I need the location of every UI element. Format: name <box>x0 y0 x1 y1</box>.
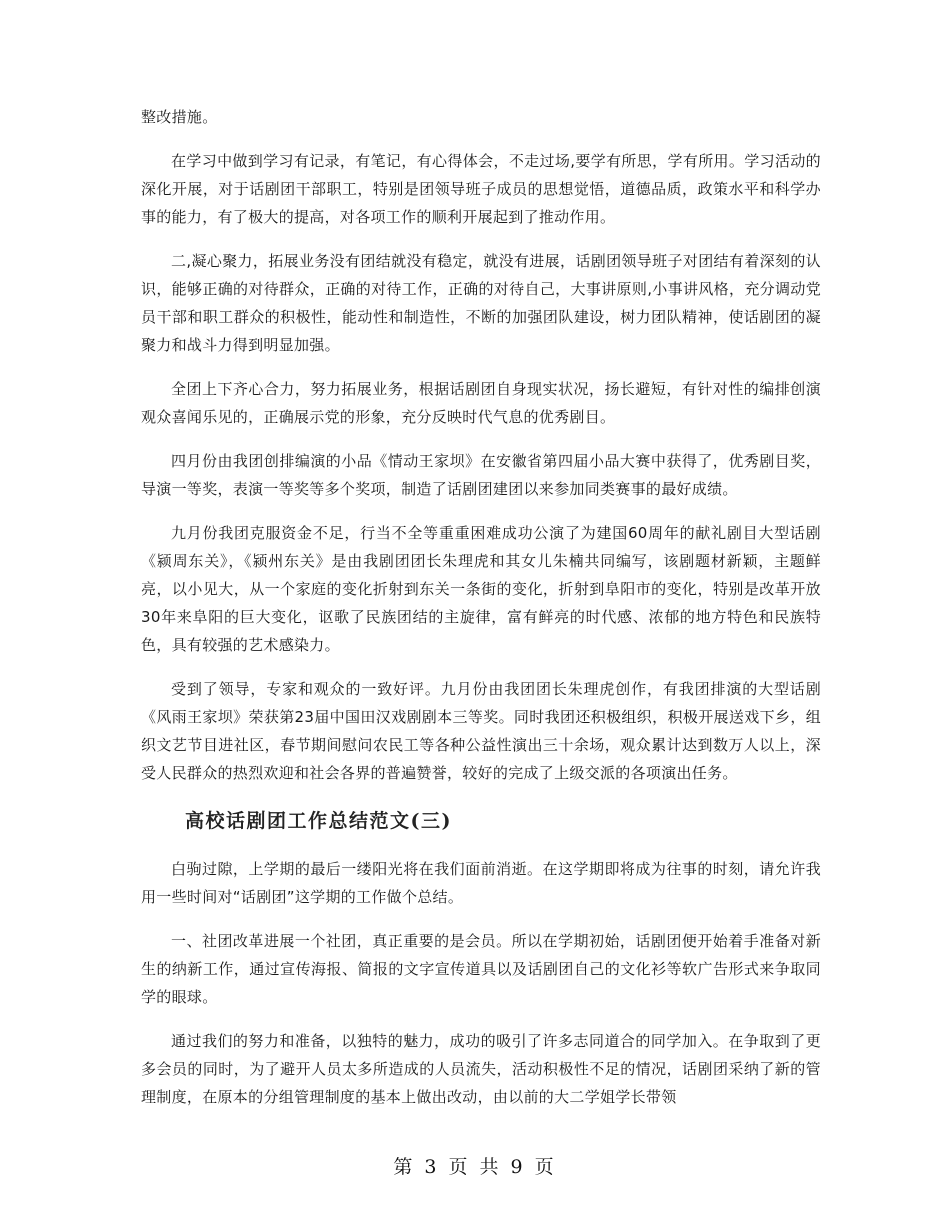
paragraph: 全团上下齐心合力，努力拓展业务，根据话剧团自身现实状况，扬长避短，有针对性的编排创演观众喜闻乐见的，正确展示党的形象，充分反映时代气息的优秀剧目。 <box>141 380 821 426</box>
page-number-footer: 第 3 页 共 9 页 <box>393 1156 557 1178</box>
paragraph: 九月份我团克服资金不足，行当不全等重重困难成功公演了为建国60周年的献礼剧目大型话剧《颍周东关》，《颍州东关》是由我剧团团长朱理虎和其女儿朱楠共同编写，该剧题材新颖，主题鲜亮，以小见大，从一个家庭的变化折射到东关一条街的变化，折射到阜阳市的变化，特别是改革开放30年来阜阳的巨大变化，讴歌了民族团结的主旋律，富有鲜亮的时代感、浓郁的地方特色和民族特色，具有较强的艺术感染力。 <box>141 524 821 654</box>
paragraph: 在学习中做到学习有记录，有笔记，有心得体会，不走过场,要学有所思，学有所用。学习活动的深化开展，对于话剧团干部职工，特别是团领导班子成员的思想觉悟，道德品质，政策水平和科学办事的能力，有了极大的提高，对各项工作的顺利开展起到了推动作用。 <box>141 152 821 226</box>
paragraph: 通过我们的努力和准备，以独特的魅力，成功的吸引了许多志同道合的同学加入。在争取到了更多会员的同时，为了避开人员太多所造成的人员流失，活动积极性不足的情况，话剧团采纳了新的管理制度，在原本的分组管理制度的基本上做出改动，由以前的大二学姐学长带领 <box>141 1032 821 1106</box>
paragraph: 一、社团改革进展一个社团，真正重要的是会员。所以在学期初始，话剧团便开始着手准备对新生的纳新工作，通过宣传海报、简报的文字宣传道具以及话剧团自己的文化衫等软广告形式来争取同学的眼球。 <box>141 932 821 1006</box>
paragraph: 白驹过隙，上学期的最后一缕阳光将在我们面前消逝。在这学期即将成为往事的时刻，请允许我用一些时间对“话剧团”这学期的工作做个总结。 <box>141 860 821 906</box>
paragraph: 受到了领导，专家和观众的一致好评。九月份由我团团长朱理虎创作，有我团排演的大型话剧《风雨王家坝》荣获第23届中国田汉戏剧剧本三等奖。同时我团还积极组织，积极开展送戏下乡，组织文艺节目进社区，春节期间慰问农民工等各种公益性演出三十余场，观众累计达到数万人以上，深受人民群众的热烈欢迎和社会各界的普遍赞誉，较好的完成了上级交派的各项演出任务。 <box>141 680 821 782</box>
section-heading: 高校话剧团工作总结范文(三) <box>185 810 452 832</box>
document-body <box>141 103 821 1111</box>
paragraph: 二,凝心聚力，拓展业务没有团结就没有稳定，就没有进展，话剧团领导班子对团结有着深刻的认识，能够正确的对待群众，正确的对待工作，正确的对待自己，大事讲原则,小事讲风格，充分调动党员干部和职工群众的积极性，能动性和制造性，不断的加强团队建设，树力团队精神，使话剧团的凝聚力和战斗力得到明显加强。 <box>141 252 821 354</box>
paragraph: 四月份由我团创排编演的小品《情动王家坝》在安徽省第四届小品大赛中获得了，优秀剧目奖，导演一等奖，表演一等奖等多个奖项，制造了话剧团建团以来参加同类赛事的最好成绩。 <box>141 452 821 498</box>
paragraph: 整改措施。 <box>141 108 218 126</box>
